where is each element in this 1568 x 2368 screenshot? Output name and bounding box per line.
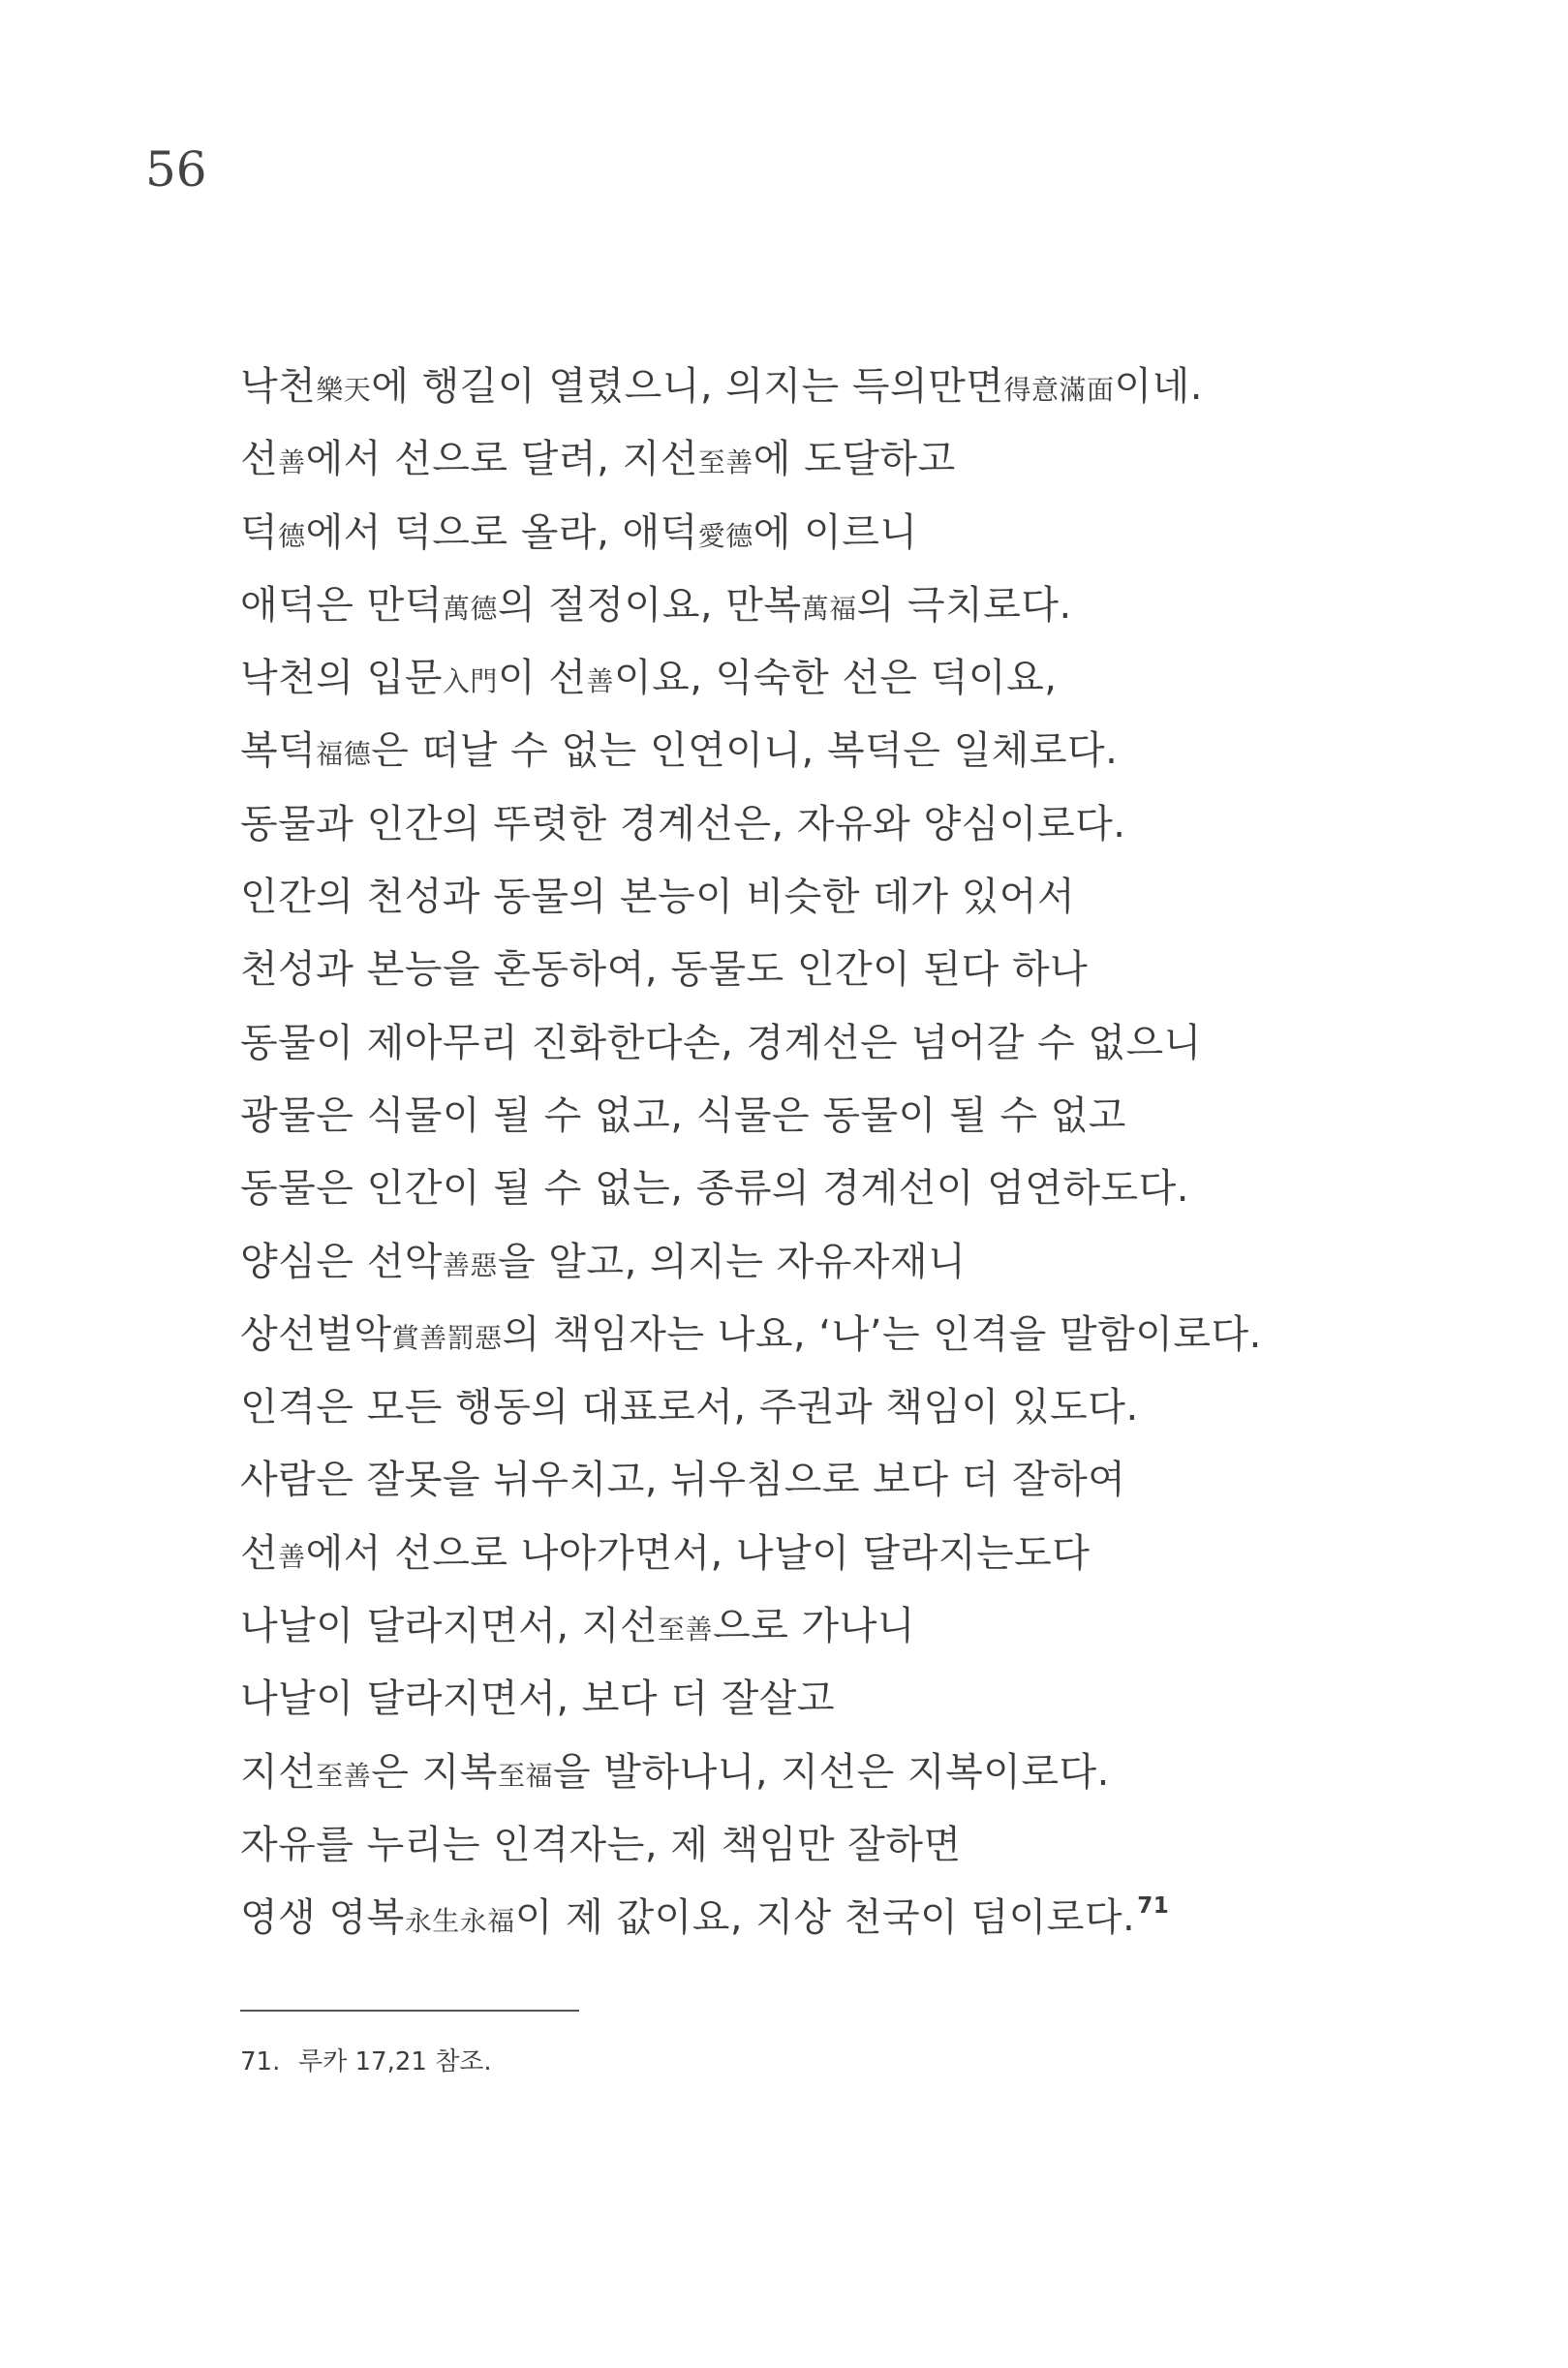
line-text: 복덕 <box>240 728 317 774</box>
hanja-gloss: 入門 <box>442 665 498 698</box>
line-text: 동물과 인간의 뚜렷한 경계선은, 자유와 양심이로다. <box>240 801 1126 846</box>
footnote-marker: 71 <box>1137 1893 1170 1920</box>
line-text: 선 <box>240 437 279 482</box>
line-text: 덕 <box>240 509 279 555</box>
line-text: 이네. <box>1114 364 1203 409</box>
line-text: 인간의 천성과 동물의 본능이 비슷한 데가 있어서 <box>240 875 1076 920</box>
hanja-gloss: 萬德 <box>442 592 498 625</box>
footnote-number: 71. <box>240 2047 281 2076</box>
hanja-gloss: 至善 <box>697 446 753 479</box>
poem-line <box>240 715 1499 787</box>
line-text: 에 이르니 <box>753 509 918 555</box>
line-text: 에서 선으로 달려, 지선 <box>305 437 698 482</box>
poem-line <box>240 1007 1499 1080</box>
hanja-gloss: 善惡 <box>442 1248 498 1281</box>
poem-line <box>240 1737 1499 1809</box>
line-text: 광물은 식물이 될 수 없고, 식물은 동물이 될 수 없고 <box>240 1092 1126 1138</box>
line-text: 에서 선으로 나아가면서, 나날이 달라지는도다 <box>305 1530 1091 1576</box>
line-text: 의 책임자는 나요, ‘나’는 인격을 말함이로다. <box>502 1311 1262 1357</box>
line-text: 의 극치로다. <box>856 582 1072 628</box>
poem-line <box>240 1153 1499 1225</box>
hanja-gloss: 善 <box>278 1540 306 1573</box>
poem-line <box>240 934 1499 1006</box>
line-text: 사람은 잘못을 뉘우치고, 뉘우침으로 보다 더 잘하여 <box>240 1458 1126 1503</box>
hanja-gloss: 善 <box>586 665 614 698</box>
poem-line <box>240 1518 1499 1590</box>
poem-line <box>240 423 1499 496</box>
hanja-gloss: 福德 <box>316 738 372 771</box>
line-text: 이 선 <box>497 656 587 701</box>
poem-line <box>240 1226 1499 1299</box>
poem-line <box>240 1080 1499 1153</box>
line-text: 영생 영복 <box>240 1895 405 1941</box>
poem-line <box>240 569 1499 642</box>
poem-line <box>240 1299 1499 1371</box>
line-text: 선 <box>240 1530 279 1576</box>
line-text: 자유를 누리는 인격자는, 제 책임만 잘하면 <box>240 1822 962 1867</box>
line-text: 에 도달하고 <box>753 437 956 482</box>
line-text: 을 알고, 의지는 자유자재니 <box>497 1239 967 1284</box>
poem-line <box>240 861 1499 934</box>
hanja-gloss: 樂天 <box>316 374 372 406</box>
line-text: 애덕은 만덕 <box>240 582 443 628</box>
line-text: 인격은 모든 행동의 대표로서, 주권과 책임이 있도다. <box>240 1385 1139 1430</box>
line-text: 이 제 값이요, 지상 천국이 덤이로다. <box>514 1895 1136 1941</box>
line-text: 에서 덕으로 올라, 애덕 <box>305 509 698 555</box>
line-text: 나날이 달라지면서, 지선 <box>240 1604 659 1649</box>
line-text: 동물은 인간이 될 수 없는, 종류의 경계선이 엄연하도다. <box>240 1166 1190 1212</box>
line-text: 상선벌악 <box>240 1311 392 1357</box>
hanja-gloss: 善 <box>278 446 306 479</box>
hanja-gloss: 萬福 <box>801 592 857 625</box>
hanja-gloss: 愛德 <box>697 519 753 552</box>
line-text: 에 행길이 열렸으니, 의지는 득의만면 <box>371 364 1004 409</box>
poem-line <box>240 788 1499 861</box>
line-text: 낙천 <box>240 364 317 409</box>
line-text: 지선 <box>240 1749 317 1795</box>
line-text: 이요, 익숙한 선은 덕이요, <box>613 656 1058 701</box>
poem-line <box>240 1663 1499 1736</box>
hanja-gloss: 德 <box>278 519 306 552</box>
poem-line <box>240 1882 1499 1954</box>
line-text: 의 절정이요, 만복 <box>497 582 802 628</box>
hanja-gloss: 得意滿面 <box>1003 374 1115 406</box>
line-text: 동물이 제아무리 진화한다손, 경계선은 넘어갈 수 없으니 <box>240 1020 1202 1065</box>
poem-body <box>240 351 1499 1955</box>
poem-line <box>240 1371 1499 1444</box>
line-text: 천성과 본능을 혼동하여, 동물도 인간이 된다 하나 <box>240 947 1089 993</box>
poem-line <box>240 1809 1499 1882</box>
line-text: 은 떠날 수 없는 인연이니, 복덕은 일체로다. <box>371 728 1119 774</box>
hanja-gloss: 賞善罰惡 <box>391 1321 503 1354</box>
poem-line <box>240 1590 1499 1663</box>
poem-line <box>240 642 1499 715</box>
line-text: 을 발하나니, 지선은 지복이로다. <box>552 1749 1110 1795</box>
line-text: 양심은 선악 <box>240 1239 443 1284</box>
line-text: 은 지복 <box>371 1749 498 1795</box>
hanja-gloss: 至福 <box>497 1759 553 1792</box>
line-text: 으로 가나니 <box>713 1604 915 1649</box>
footnote-text: 루카 17,21 참조. <box>298 2047 492 2076</box>
poem-line <box>240 351 1499 423</box>
page-number: 56 <box>145 141 207 198</box>
poem-line <box>240 497 1499 569</box>
line-text: 낙천의 입문 <box>240 656 443 701</box>
hanja-gloss: 至善 <box>316 1759 372 1792</box>
line-text: 나날이 달라지면서, 보다 더 잘살고 <box>240 1676 836 1722</box>
hanja-gloss: 永生永福 <box>404 1905 515 1938</box>
hanja-gloss: 至善 <box>658 1614 714 1646</box>
poem-line <box>240 1444 1499 1517</box>
footnote <box>240 2042 492 2077</box>
footnote-divider <box>240 2010 579 2012</box>
